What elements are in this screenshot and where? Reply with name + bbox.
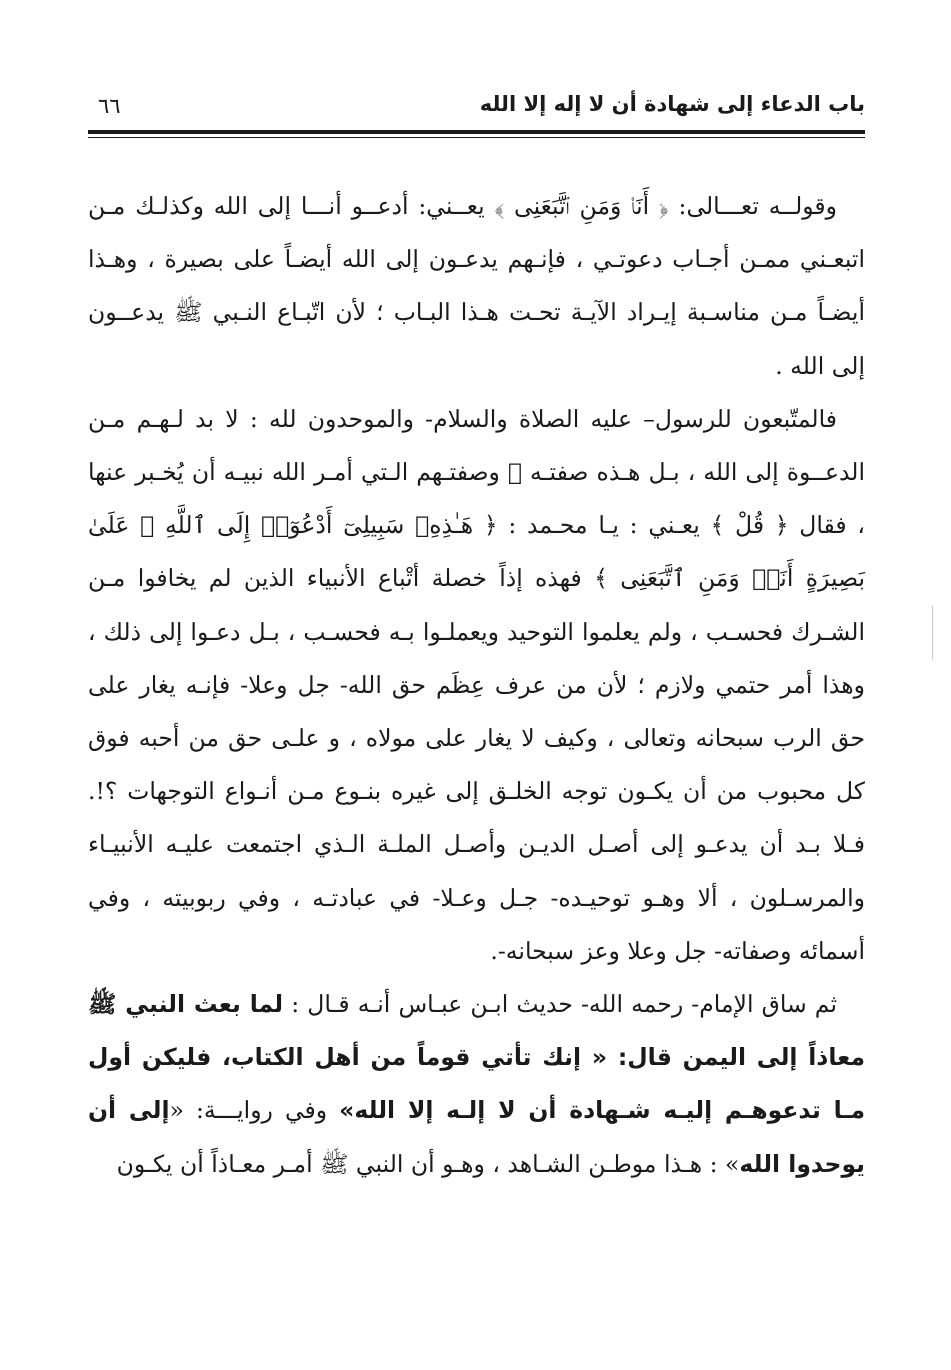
page-number: ٦٦ — [98, 94, 121, 118]
scan-edge-mark — [932, 605, 933, 660]
header-rule-thick — [88, 130, 865, 134]
paragraph-3-lead: ثم ساق الإمام- رحمه الله- حديث ابـن عبـاس أنـه قـال : — [283, 990, 837, 1019]
paragraph-2: فالمتّبعون للرسول– عليه الصلاة والسلام- والموحدون لله : لا بد لـهـم مـن الدعــوة إلى الله ، بـل هـذه صفتـه ﷺ وصفتـهم الـتي أمـر الله نبيـه أن يُخـبر عنها ، فقال ﴿ قُلْ ﴾ يعـني : يـا محـمد : ﴿ هَـٰذِهِۦ سَبِيلِىٓ أَدْعُوٓا۟ إِلَى ٱللَّهِ ۚ عَلَىٰ بَصِيرَةٍ أَنَا۠ وَمَنِ ٱتَّبَعَنِى ﴾ فهذه إذاً خصلة أتْباع الأنبياء الذين لم يخافوا مـن الشـرك فحسـب ، ولم يعلموا التوحيد ويعملـوا بـه فحسـب ، بـل دعـوا إلى ذلك ، وهذا أمر حتمي ولازم ؛ لأن من عرف عِظَم حق الله- جل وعلا- فإنـه يغار على حق الرب سبحانه وتعالى ، وكيف لا يغار على مولاه ، و علـى حق من أحبه فوق كل محبوب من أن يكـون توجه الخلـق إلى غيره بنـوع مـن أنـواع التوجهات ؟!. فـلا بـد أن يدعـو إلى أصـل الديـن وأصـل الملـة الـذي اجتمعت عليـه الأنبيـاء والمرسـلون ، ألا وهـو توحيـده- جـل وعـلا- في عبادتـه ، وفي ربوبيته ، وفي أسمائه وصفاته- جل وعلا وعز سبحانه-. — [88, 404, 865, 965]
header-rule-thin — [88, 137, 865, 138]
paragraph-3-mid: وفي روايـــة: « — [169, 1096, 340, 1125]
paragraph-3 — [88, 978, 865, 1191]
chapter-title: باب الدعاء إلى شهادة أن لا إله إلا الله — [479, 92, 865, 116]
paragraph-1: وقولــه تعـــالى: ﴿ أَنَا۠ وَمَنِ ٱتَّبَعَنِى ﴾ يعــني: أدعــو أنـــا إلى الله وكذلـك مـن اتبعـني ممـن أجـاب دعوتـي ، فإنـهم يدعـون إلى الله أيضـاً على بصيرة ، وهـذا أيضـاً مـن مناسـبة إيـراد الآيـة تحـت هـذا البـاب ؛ لأن اتّبـاع النـبي ﷺ يدعــون إلى الله . — [88, 192, 865, 380]
body-text — [88, 180, 865, 1191]
paragraph-3-tail: » : هـذا موطـن الشـاهد ، وهـو أن النبي ﷺ أمـر معـاذاً أن يكـون — [116, 1149, 740, 1178]
hadith-text: لما بعث النبي ﷺ معاذاً إلى اليمن قال: « إنك تأتي قوماً من أهل الكتاب، فليكن أول مـا تدعوهـم إليـه شـهادة أن لا إلـه إلا الله» — [88, 990, 865, 1125]
page-header — [90, 92, 865, 126]
hadith-variant: إلى أن يوحدوا الله — [88, 1096, 865, 1178]
